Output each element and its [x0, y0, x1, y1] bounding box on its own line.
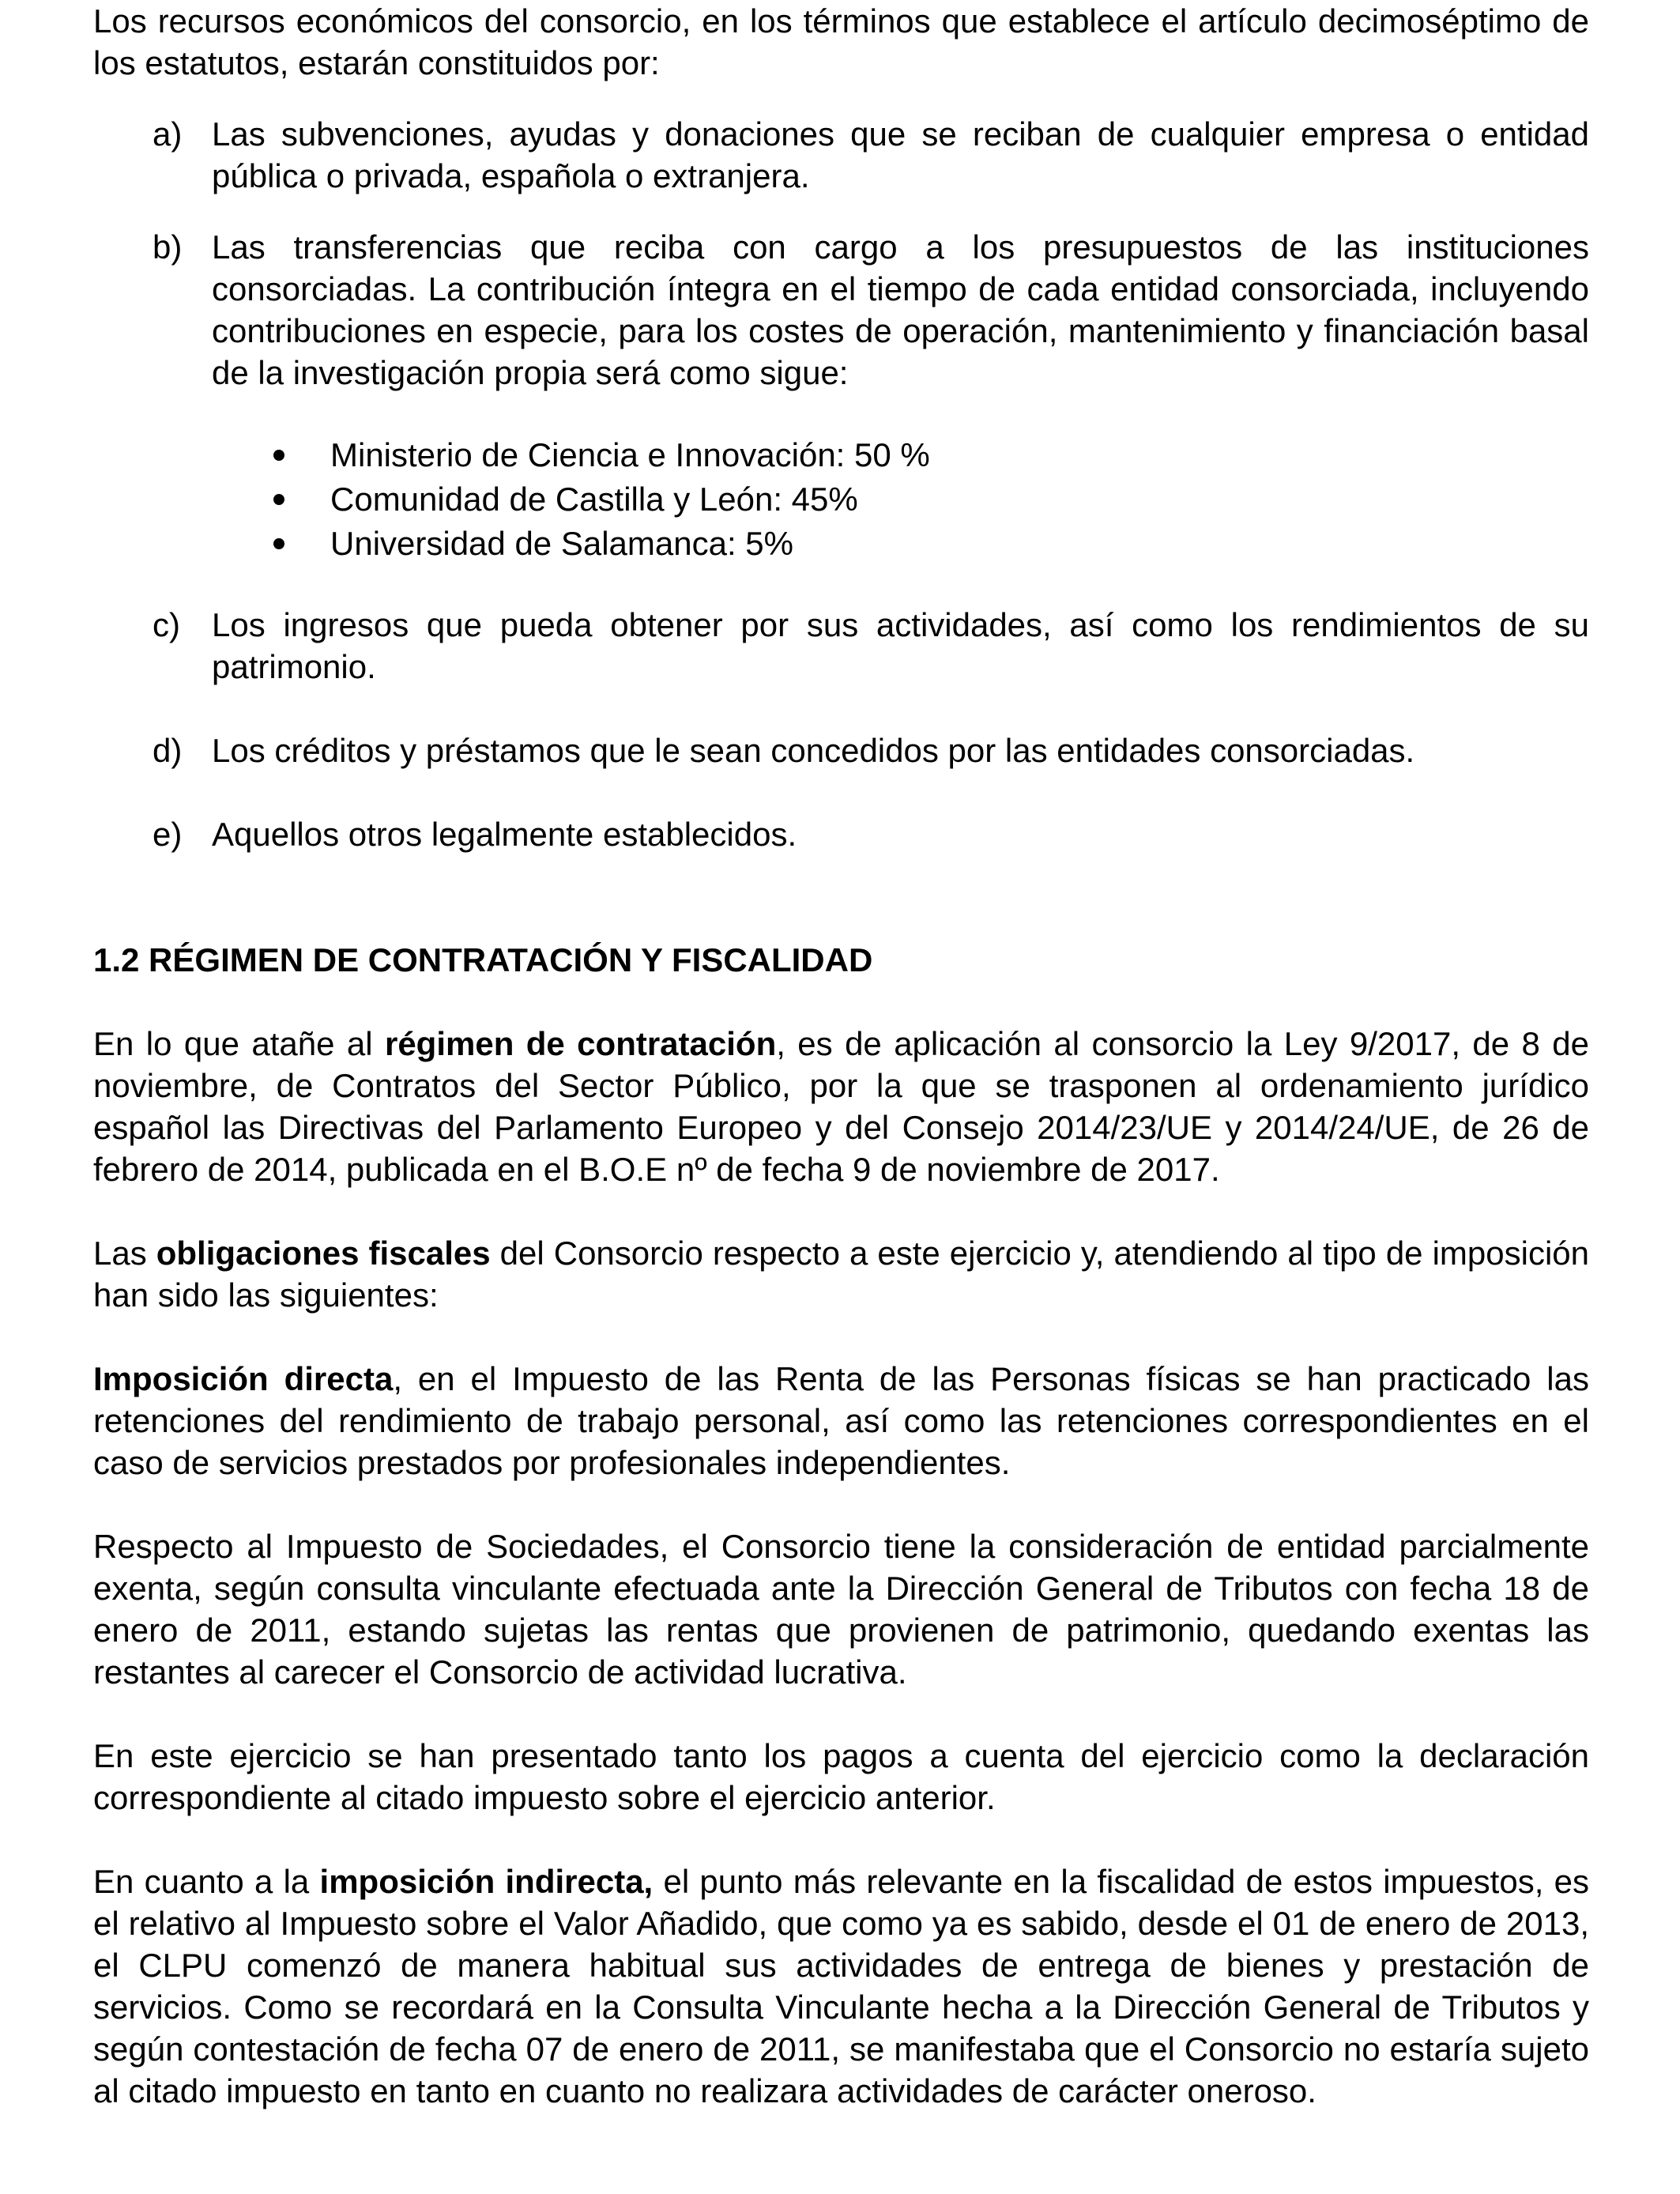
bold-term: obligaciones fiscales: [156, 1235, 491, 1272]
list-item-text: Los créditos y préstamos que le sean concedidos por las entidades consorciadas.: [212, 732, 1415, 769]
contribution-item: [93, 477, 1589, 522]
contribution-item: [93, 433, 1589, 477]
text-run: el punto más relevante en la fiscalidad de estos impuestos, es el relativo al Impuesto sobre el Valor Añadido, que como ya es sabido, desde el 01 de enero de 2013, el CLPU comenzó de manera habitual sus actividades de entrega de bienes y prestación de servicios. Como se recordará en la Consulta Vinculante hecha a la Dirección General de Tributos y según contestación de fecha 07 de enero de 2011, se manifestaba que el Consorcio no estaría sujeto al citado impuesto en tanto en cuanto no realizara actividades de carácter oneroso.: [93, 1863, 1589, 2109]
text-run: Las: [93, 1235, 156, 1272]
list-marker: e): [153, 816, 183, 853]
contributions-list: [93, 433, 1589, 566]
sociedades-paragraph: Respecto al Impuesto de Sociedades, el Consorcio tiene la consideración de entidad parcialmente exenta, según consulta vinculante efectuada ante la Dirección General de Tributos con fecha 18 de enero de 2011, estando sujetas las rentas que provienen de patrimonio, quedando exentas las restantes al carecer el Consorcio de actividad lucrativa.: [93, 1528, 1589, 1691]
list-marker: a): [153, 115, 183, 153]
list-item-e: [93, 813, 1589, 855]
bullet-icon: [273, 450, 284, 461]
contribution-text: Comunidad de Castilla y León: 45%: [330, 481, 858, 518]
document-page: [93, 0, 1589, 2112]
text-run: , en el Impuesto de las Renta de las Personas físicas se han practicado las retenciones del rendimiento de trabajo personal, así como las retenciones correspondientes en el caso de servicios prestados por profesionales independientes.: [93, 1360, 1589, 1481]
list-marker: b): [153, 228, 183, 266]
section-heading: 1.2 RÉGIMEN DE CONTRATACIÓN Y FISCALIDAD: [93, 941, 873, 978]
obligaciones-paragraph: [93, 1232, 1589, 1316]
text-run: del Consorcio respecto a este ejercicio y, atendiendo al tipo de imposición han sido las siguientes:: [93, 1235, 1589, 1314]
list-item-text: Las transferencias que reciba con cargo a los presupuestos de las instituciones consorciadas. La contribución íntegra en el tiempo de cada entidad consorciada, incluyendo contribuciones en especie, para los costes de operación, mantenimiento y financiación basal de la investigación propia será como sigue:: [212, 228, 1589, 391]
list-item-c: [93, 604, 1589, 688]
list-item-a: [93, 113, 1589, 197]
list-item-d: [93, 729, 1589, 771]
bold-term: régimen de contratación: [384, 1025, 777, 1062]
intro-paragraph: Los recursos económicos del consorcio, en los términos que establece el artículo decimoséptimo de los estatutos, estarán constituidos por:: [93, 2, 1589, 81]
list-marker: c): [153, 606, 180, 643]
bullet-icon: [273, 538, 284, 549]
contribution-text: Universidad de Salamanca: 5%: [330, 525, 793, 562]
pagos-paragraph: En este ejercicio se han presentado tanto los pagos a cuenta del ejercicio como la declaración correspondiente al citado impuesto sobre el ejercicio anterior.: [93, 1737, 1589, 1816]
directa-paragraph: [93, 1358, 1589, 1483]
bold-term: Imposición directa: [93, 1360, 394, 1397]
contribution-item: [93, 522, 1589, 566]
bullet-icon: [273, 494, 284, 505]
bold-term: imposición indirecta,: [319, 1863, 654, 1900]
list-item-text: Las subvenciones, ayudas y donaciones que se reciban de cualquier empresa o entidad pública o privada, española o extranjera.: [212, 115, 1589, 194]
list-item-text: Los ingresos que pueda obtener por sus actividades, así como los rendimientos de su patrimonio.: [212, 606, 1589, 685]
text-run: En lo que atañe al: [93, 1025, 385, 1062]
indirecta-paragraph: [93, 1860, 1589, 2112]
list-item-b: [93, 226, 1589, 394]
list-marker: d): [153, 732, 183, 769]
contribution-text: Ministerio de Ciencia e Innovación: 50 %: [330, 436, 930, 473]
text-run: En cuanto a la: [93, 1863, 320, 1900]
list-item-text: Aquellos otros legalmente establecidos.: [212, 816, 797, 853]
contratacion-paragraph: [93, 1023, 1589, 1190]
text-run: , es de aplicación al consorcio la Ley 9/2017, de 8 de noviembre, de Contratos del Sector Público, por la que se trasponen al ordenamiento jurídico español las Directivas del Parlamento Europeo y del Consejo 2014/23/UE y 2014/24/UE, de 26 de febrero de 2014, publicada en el B.O.E nº de fecha 9 de noviembre de 2017.: [93, 1025, 1590, 1188]
